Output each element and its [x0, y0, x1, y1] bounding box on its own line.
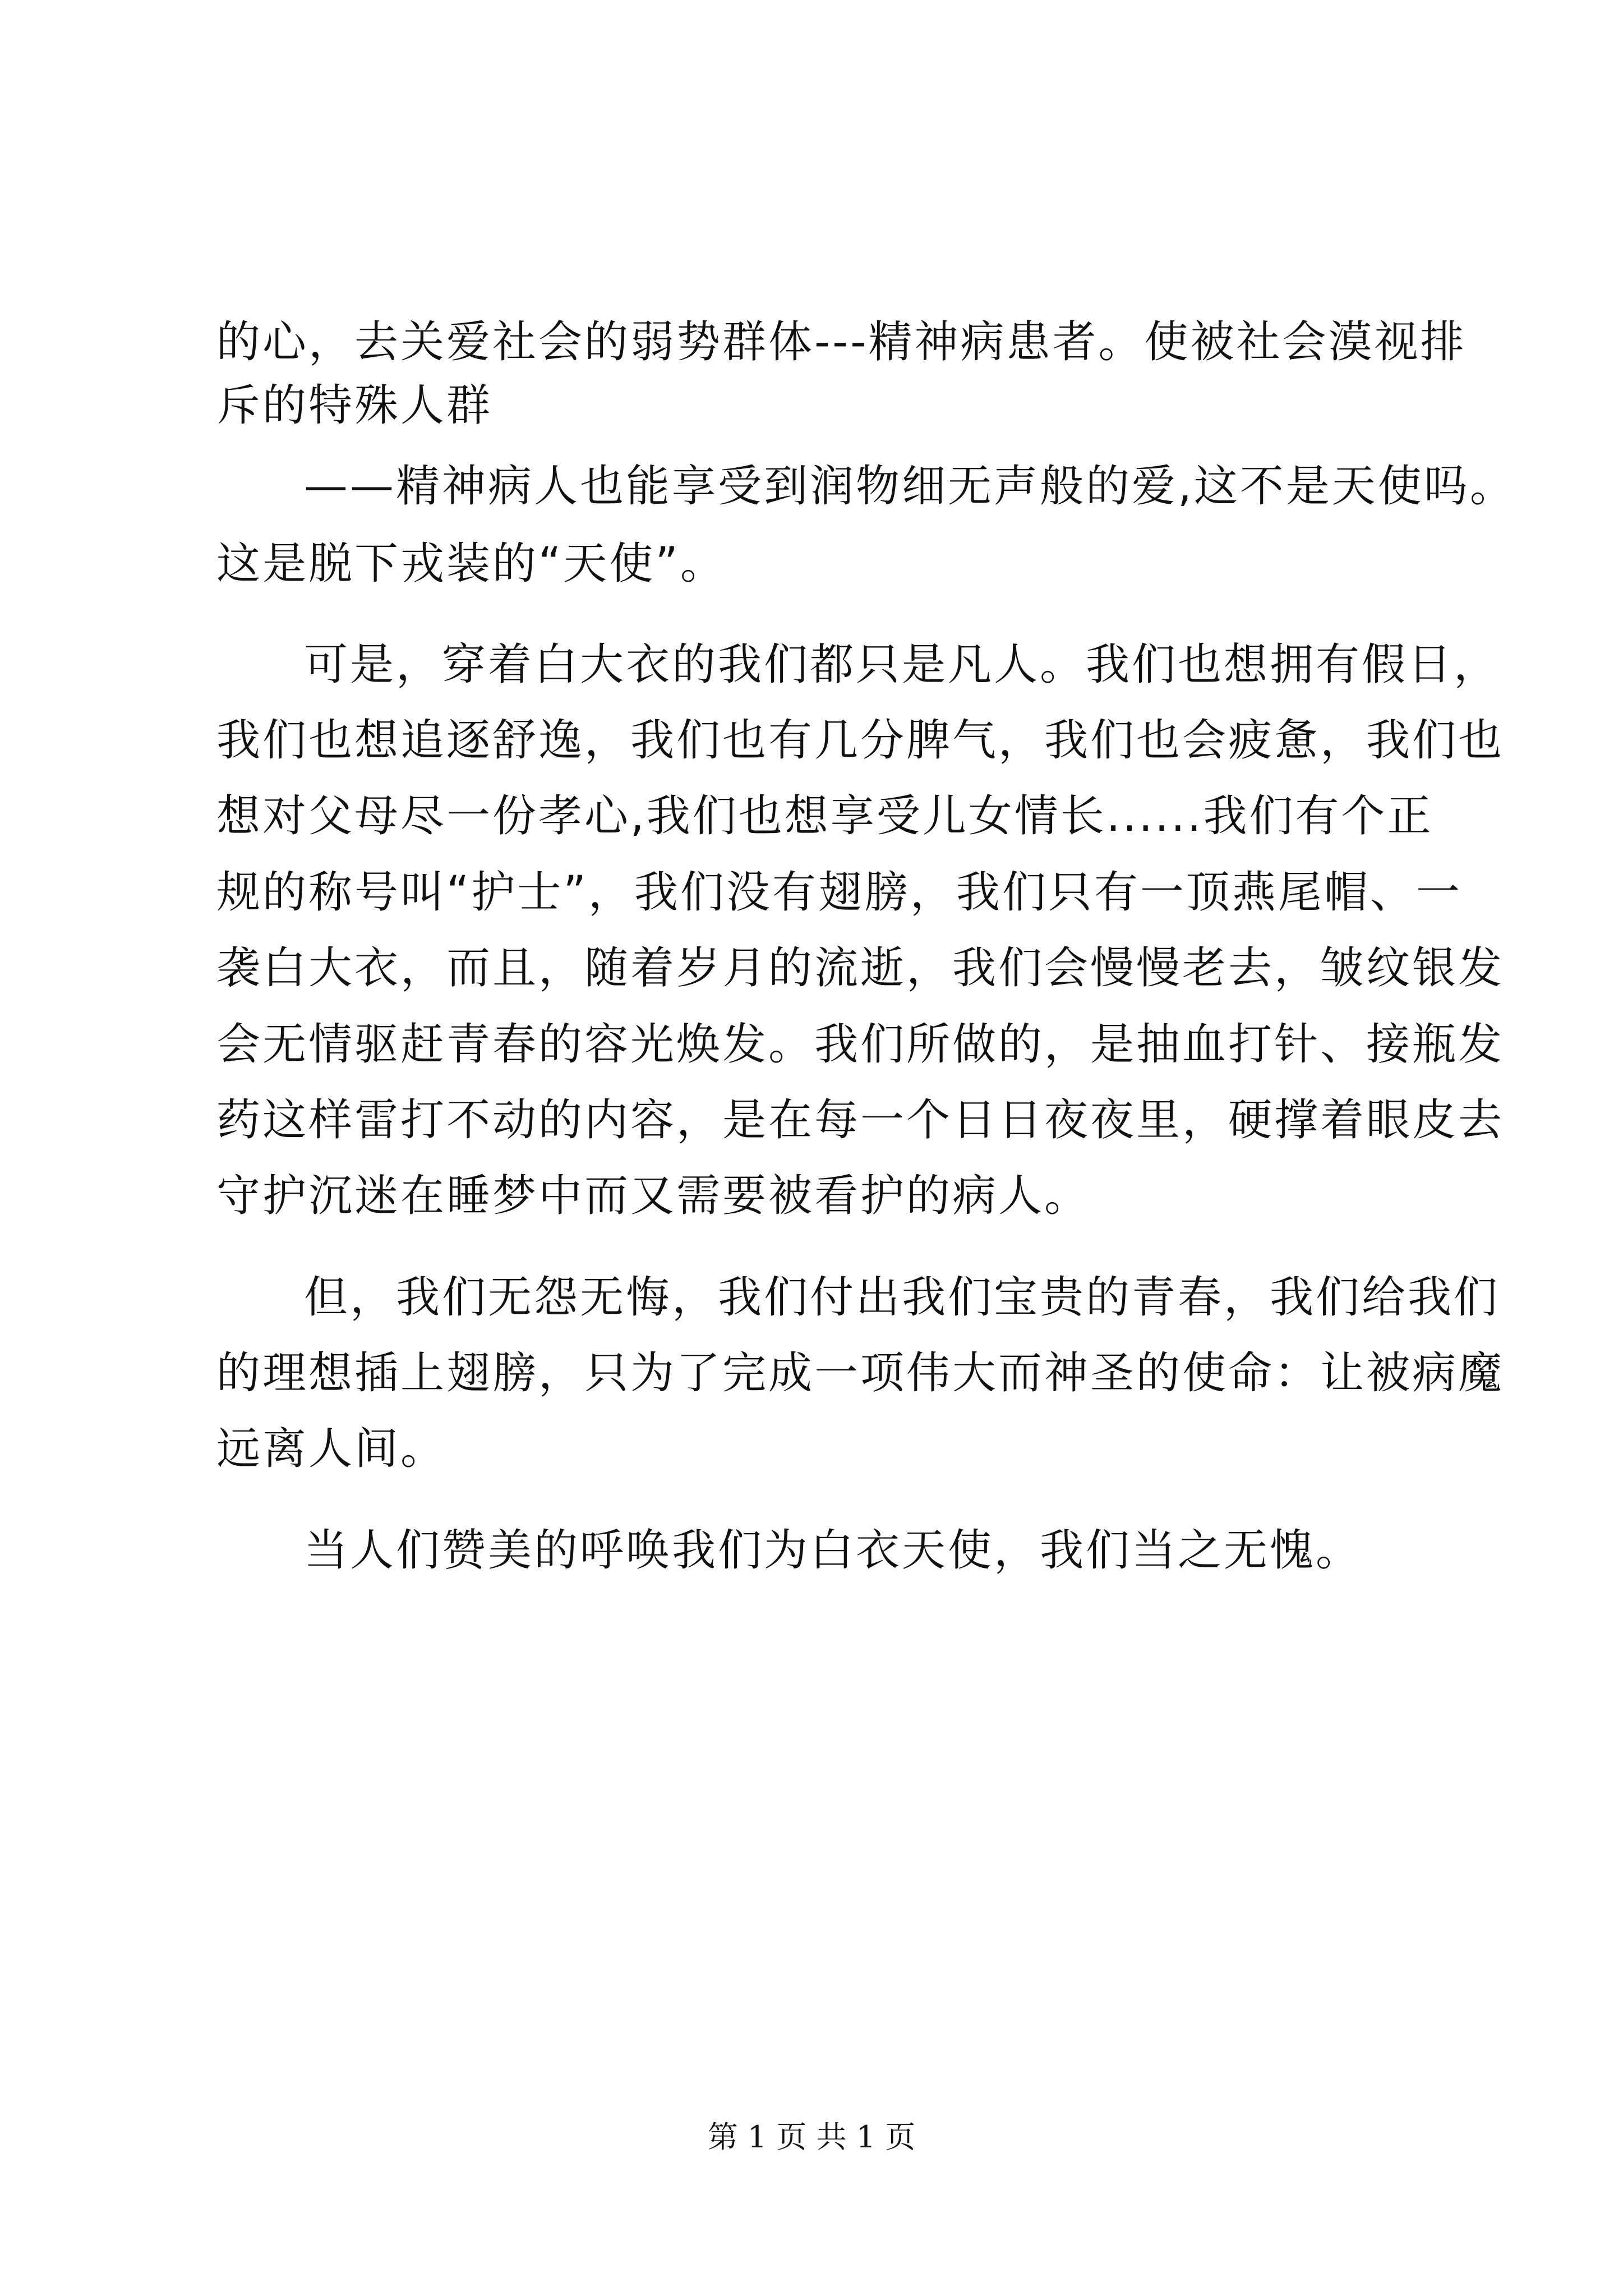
paragraph-line: 当人们赞美的呼唤我们为白衣天使，我们当之无愧。 [304, 1525, 1362, 1576]
paragraph-line: 会无情驱赶青春的容光焕发。我们所做的，是抽血打针、接瓶发 [216, 1019, 1505, 1070]
paragraph-line: 药这样雷打不动的内容，是在每一个日日夜夜里，硬撑着眼皮去 [216, 1095, 1505, 1145]
paragraph-line: 可是，穿着白大衣的我们都只是凡人。我们也想拥有假日， [304, 639, 1500, 690]
paragraph-line: 这是脱下戎装的“天使”。 [216, 539, 726, 589]
paragraph-line: 想对父母尽一份孝心,我们也想享受儿女情长......我们有个正 [216, 791, 1433, 841]
page-number-footer: 第 1 页 共 1 页 [707, 2119, 916, 2155]
paragraph-line: 袭白大衣，而且，随着岁月的流逝，我们会慢慢老去，皱纹银发 [216, 943, 1505, 993]
paragraph-line: 守护沉迷在睡梦中而又需要被看护的病人。 [216, 1171, 1091, 1221]
paragraph-line: 但，我们无怨无悔，我们付出我们宝贵的青春，我们给我们 [304, 1272, 1500, 1323]
paragraph-line: 远离人间。 [216, 1424, 447, 1474]
paragraph-line: 我们也想追逐舒逸，我们也有几分脾气，我们也会疲惫，我们也 [216, 715, 1505, 766]
paragraph-line: 规的称号叫“护士”，我们没有翅膀，我们只有一顶燕尾帽、一 [216, 867, 1462, 918]
paragraph-line: 斥的特殊人群 [216, 380, 493, 431]
paragraph-line: 的心，去关爱社会的弱势群体---精神病患者。使被社会漠视排 [216, 317, 1467, 367]
paragraph-line: ——精神病人也能享受到润物细无声般的爱,这不是天使吗。 [304, 461, 1516, 512]
paragraph-line: 的理想插上翅膀，只为了完成一项伟大而神圣的使命：让被病魔 [216, 1348, 1505, 1398]
